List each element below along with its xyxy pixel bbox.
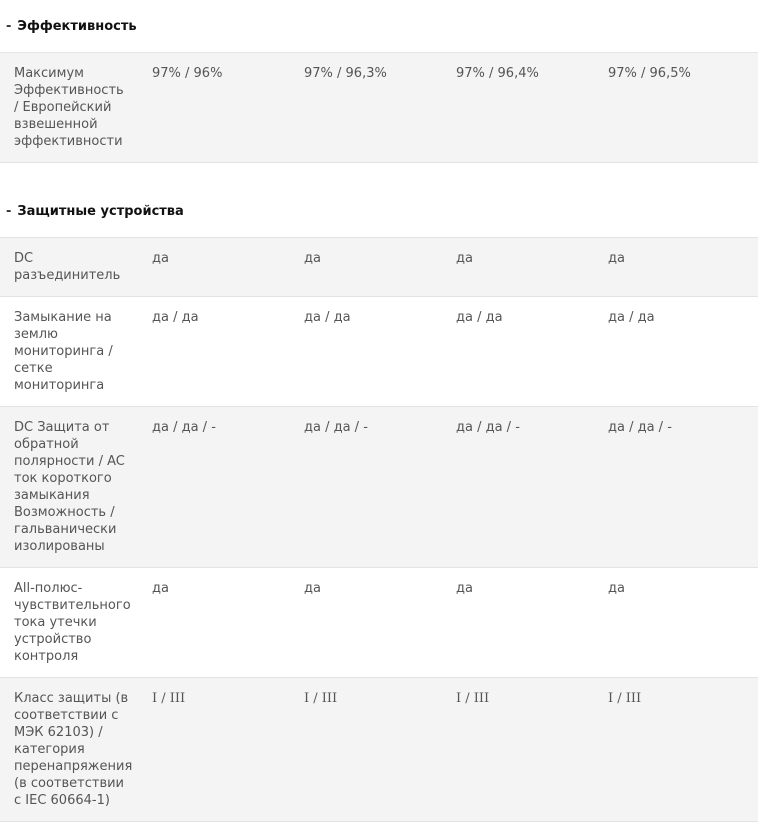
section-title: Эффективность	[17, 18, 137, 34]
section-header-protection[interactable]	[0, 185, 758, 237]
row-label: Замыкание на землю мониторинга / сетке мониторинга	[14, 310, 113, 393]
cell-value: да	[608, 251, 625, 266]
cell-value: да / да	[608, 310, 655, 325]
cell-value: 97% / 96%	[152, 66, 223, 81]
cell-value: да	[304, 251, 321, 266]
cell-value: да / да / -	[152, 420, 216, 435]
table-row	[0, 238, 758, 297]
section-spacer	[0, 163, 758, 185]
table-row	[0, 568, 758, 678]
cell-value: да / да	[304, 310, 351, 325]
cell-value: да / да / -	[456, 420, 520, 435]
cell-value: 97% / 96,4%	[456, 66, 539, 81]
row-label: All-полюс-чувствительного тока утечки устройство контроля	[14, 581, 131, 664]
table-row	[0, 678, 758, 822]
cell-value: 97% / 96,5%	[608, 66, 691, 81]
protection-table	[0, 237, 758, 822]
row-label: DC разъединитель	[14, 251, 121, 283]
collapse-toggle-icon[interactable]: -	[6, 203, 12, 219]
collapse-toggle-icon[interactable]: -	[6, 18, 12, 34]
cell-value: I / III	[152, 691, 186, 706]
cell-value: да / да	[152, 310, 199, 325]
cell-value: да / да / -	[304, 420, 368, 435]
cell-value: да	[456, 581, 473, 596]
table-row	[0, 297, 758, 407]
section-title: Защитные устройства	[17, 203, 184, 219]
row-label: Максимум Эффективность / Европейский взвешенной эффективности	[14, 66, 124, 149]
cell-value: I / III	[608, 691, 642, 706]
row-label: Класс защиты (в соответствии с МЭК 62103) / категория перенапряжения (в соответствии с IEC 60664-1)	[14, 691, 133, 808]
cell-value: 97% / 96,3%	[304, 66, 387, 81]
section-header-efficiency[interactable]	[0, 0, 758, 52]
cell-value: да / да / -	[608, 420, 672, 435]
cell-value: да	[152, 251, 169, 266]
row-label: DC Защита от обратной полярности / AC ток короткого замыкания Возможность / гальванически изолированы	[14, 420, 125, 554]
table-row	[0, 53, 758, 163]
cell-value: да / да	[456, 310, 503, 325]
table-row	[0, 407, 758, 568]
cell-value: да	[456, 251, 473, 266]
cell-value: да	[608, 581, 625, 596]
cell-value: I / III	[456, 691, 490, 706]
cell-value: да	[152, 581, 169, 596]
efficiency-table	[0, 52, 758, 163]
cell-value: I / III	[304, 691, 338, 706]
cell-value: да	[304, 581, 321, 596]
